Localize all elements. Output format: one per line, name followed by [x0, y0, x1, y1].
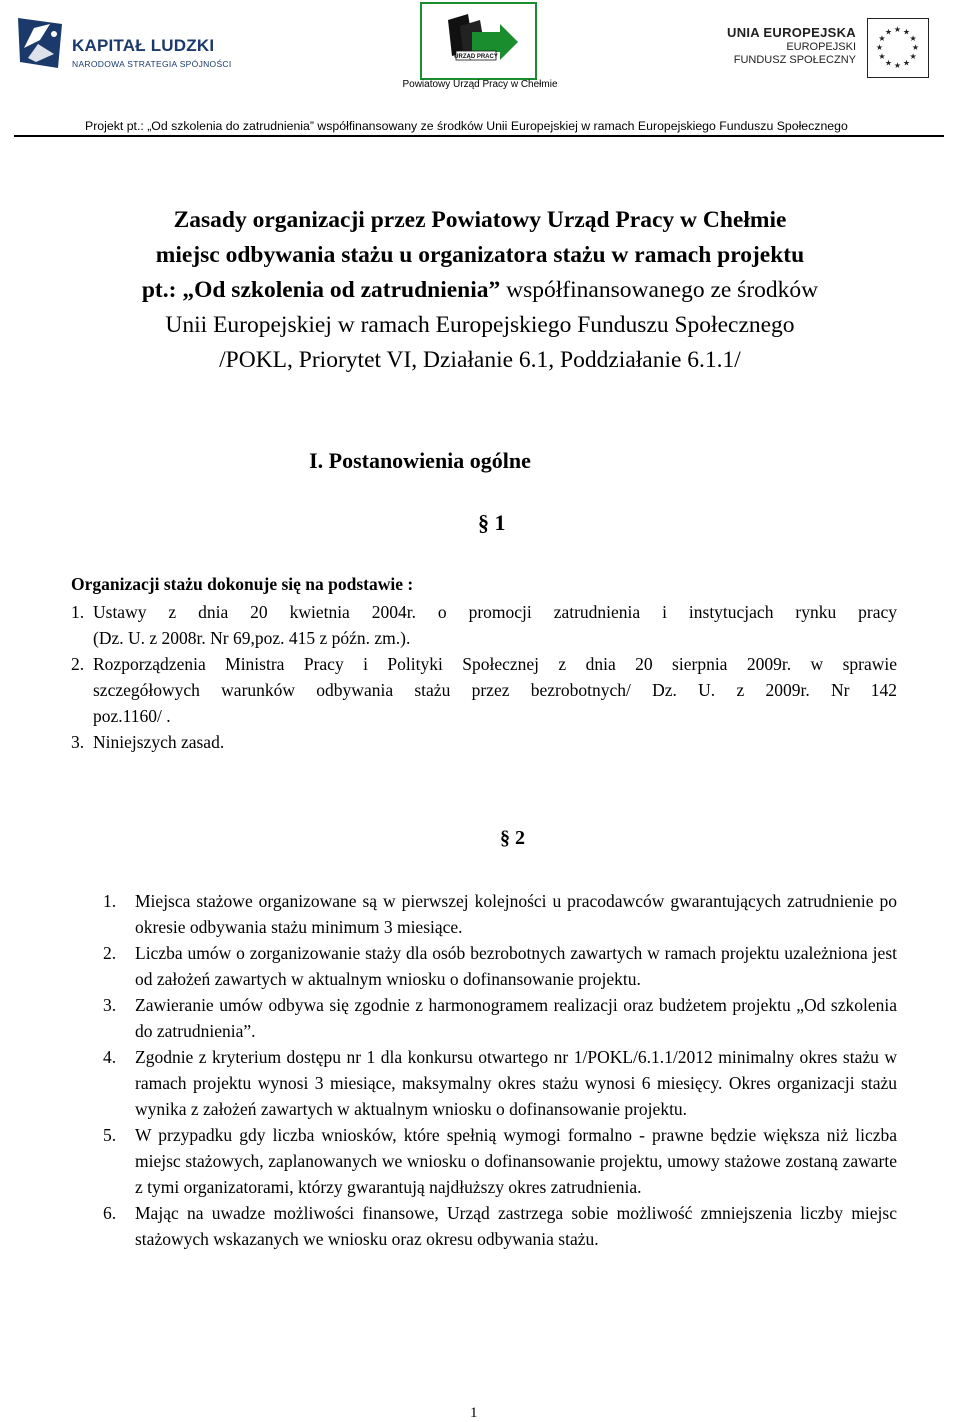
eu-star-icon: ★	[875, 43, 884, 52]
title-line-2: miejsc odbywania stażu u organizatora stażu w ramach projektu	[155, 242, 805, 268]
document-title	[90, 203, 870, 378]
eu-line-3: FUNDUSZ SPOŁECZNY	[733, 53, 856, 66]
kapital-ludzki-star-icon	[14, 14, 66, 72]
project-line: Projekt pt.: „Od szkolenia do zatrudnienia” współfinansowany ze środków Unii Europejskiej w ramach Europejskiego Funduszu Społecznego	[85, 119, 848, 133]
eu-star-icon: ★	[884, 27, 893, 37]
list-item-number: 5.	[103, 1125, 117, 1145]
urzad-pracy-logo	[420, 2, 537, 80]
list-item-number: 2.	[71, 654, 85, 674]
urzad-pracy-label: URZĄD PRACY	[454, 54, 498, 60]
eu-star-icon: ★	[902, 58, 911, 68]
title-line-4: Unii Europejskiej w ramach Europejskiego Funduszu Społecznego	[165, 312, 795, 338]
urzad-pracy-arrow-icon	[422, 4, 535, 78]
section-title: I. Postanowienia ogólne	[309, 448, 531, 473]
list-item-text: Miejsca stażowe organizowane są w pierwszej kolejności u pracodawców gwarantujących zatrudnienie po okresie odbywania stażu minimum 3 miesiące.	[135, 891, 897, 937]
list-item-line: poz.1160/ .	[93, 706, 171, 726]
list-item	[103, 888, 897, 940]
basis-list	[71, 599, 897, 755]
eu-line-1: UNIA EUROPEJSKA	[727, 25, 856, 40]
eu-star-icon: ★	[911, 43, 920, 52]
paragraph-2-heading: § 2	[500, 827, 525, 849]
list-item-number: 3.	[103, 995, 117, 1015]
basis-heading: Organizacji stażu dokonuje się na podstawie :	[71, 574, 414, 594]
list-item-line: (Dz. U. z 2008r. Nr 69,poz. 415 z późn. zm.).	[93, 628, 411, 648]
eu-fund-text	[727, 26, 856, 66]
list-item-line: szczegółowych warunków odbywania stażu przez bezrobotnych/ Dz. U. z 2009r. Nr 142	[93, 680, 897, 700]
kapital-ludzki-subtitle: NARODOWA STRATEGIA SPÓJNOŚCI	[72, 59, 232, 69]
rules-list	[103, 888, 897, 1252]
urzad-pracy-caption: Powiatowy Urząd Pracy w Chełmie	[402, 79, 558, 90]
list-item-text: W przypadku gdy liczba wniosków, które spełnią wymogi formalno - prawne będzie większa niż liczba miejsc stażowych, zaplanowanych we wniosku o dofinansowanie projektu, umowy stażowe zostaną zawarte z tymi organizatorami, którzy gwarantują najdłuższy okres zatrudnienia.	[135, 1125, 897, 1197]
list-item	[71, 599, 897, 651]
eu-star-icon: ★	[878, 34, 886, 43]
list-item	[71, 651, 897, 729]
list-item-text: Liczba umów o zorganizowanie staży dla osób bezrobotnych zawartych w ramach projektu uzależniona jest od założeń zawartych w aktualnym wniosku o dofinansowanie projektu.	[135, 943, 897, 989]
list-item-number: 4.	[103, 1047, 117, 1067]
header-divider	[14, 135, 944, 137]
eu-star-icon: ★	[909, 52, 917, 61]
eu-line-2: EUROPEJSKI	[786, 40, 856, 53]
kapital-ludzki-title: KAPITAŁ LUDZKI	[72, 36, 215, 55]
list-item-text: Zgodnie z kryterium dostępu nr 1 dla konkursu otwartego nr 1/POKL/6.1.1/2012 minimalny okres stażu w ramach projektu wynosi 3 miesiące, maksymalny okres stażu wynosi 6 miesięcy. Okres organizacji stażu wynika z założeń zawartych w aktualnym wniosku o dofinansowanie projektu.	[135, 1047, 897, 1119]
eu-star-icon: ★	[878, 52, 886, 61]
list-item-line: Ustawy z dnia 20 kwietnia 2004r. o promocji zatrudnienia i instytucjach rynku pracy	[93, 602, 897, 622]
eu-flag-stars-icon	[867, 18, 929, 78]
list-item-number: 1.	[103, 891, 117, 911]
eu-star-icon: ★	[884, 58, 893, 68]
eu-star-icon: ★	[902, 27, 911, 37]
list-item-line: Rozporządzenia Ministra Pracy i Polityki Społecznej z dnia 20 sierpnia 2009r. w sprawie	[93, 654, 897, 674]
list-item	[103, 1122, 897, 1200]
list-item-text: Mając na uwadze możliwości finansowe, Urząd zastrzega sobie możliwość zmniejszenia liczby miejsc stażowych wskazanych we wniosku oraz okresu odbywania stażu.	[135, 1203, 897, 1249]
list-item	[71, 729, 897, 755]
list-item-text: Zawieranie umów odbywa się zgodnie z harmonogramem realizacji oraz budżetem projektu „Od szkolenia do zatrudnienia”.	[135, 995, 897, 1041]
title-line-3	[90, 273, 870, 308]
kapital-ludzki-logo	[14, 14, 232, 72]
list-item	[103, 1044, 897, 1122]
title-line-3-bold: pt.: „Od szkolenia od zatrudnienia”	[141, 277, 501, 303]
list-item	[103, 992, 897, 1044]
list-item-number: 3.	[71, 732, 85, 752]
page-number: 1	[470, 1405, 478, 1421]
eu-star-icon: ★	[893, 61, 902, 70]
list-item-line: Niniejszych zasad.	[93, 732, 225, 752]
list-item	[103, 940, 897, 992]
title-line-5: /POKL, Priorytet VI, Działanie 6.1, Poddziałanie 6.1.1/	[219, 347, 741, 373]
list-item-number: 2.	[103, 943, 117, 963]
title-line-3-rest: współfinansowanego ze środków	[500, 277, 819, 303]
list-item-number: 6.	[103, 1203, 117, 1223]
paragraph-1-heading: § 1	[478, 510, 506, 535]
eu-star-icon: ★	[909, 34, 917, 43]
list-item	[103, 1200, 897, 1252]
title-line-1: Zasady organizacji przez Powiatowy Urząd Pracy w Chełmie	[173, 207, 787, 233]
list-item-number: 1.	[71, 602, 85, 622]
eu-star-icon: ★	[893, 25, 902, 34]
